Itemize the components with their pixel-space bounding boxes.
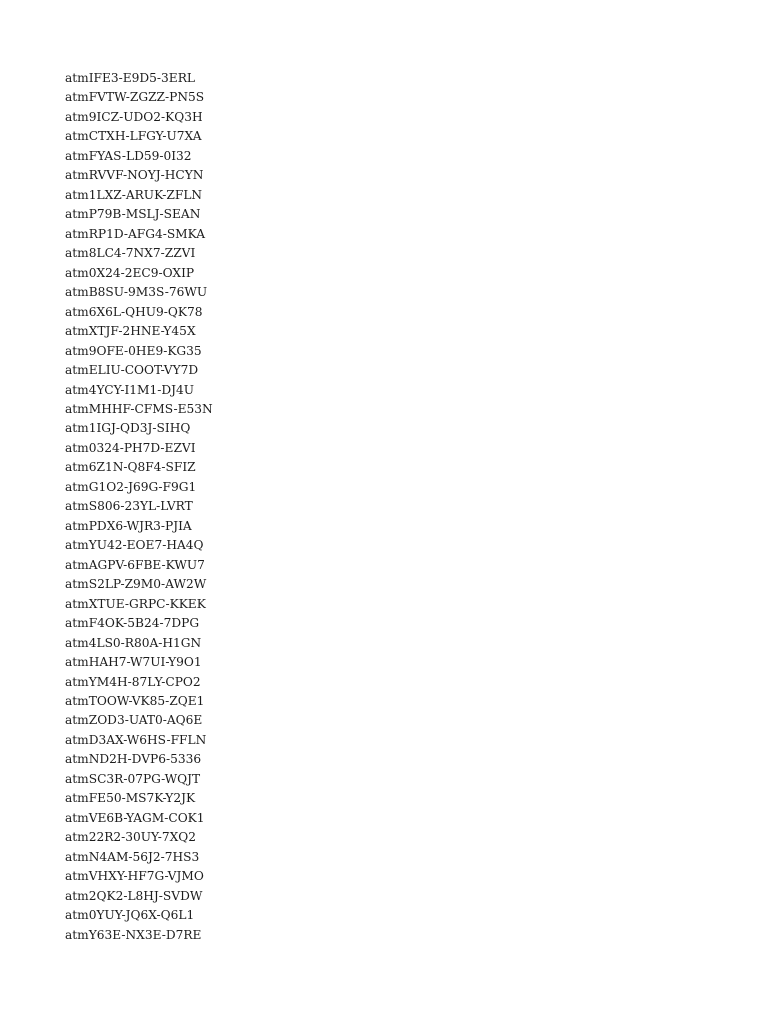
code-line: atmFVTW-ZGZZ-PN5S — [65, 90, 205, 105]
code-line: atmPDX6-WJR3-PJIA — [65, 518, 192, 533]
code-line: atmIFE3-E9D5-3ERL — [65, 71, 195, 85]
code-line: atmFE50-MS7K-Y2JK — [65, 791, 196, 806]
code-line: atmD3AX-W6HS-FFLN — [65, 732, 207, 747]
code-line: atmP79B-MSLJ-SEAN — [65, 207, 201, 222]
code-line: atmRP1D-AFG4-SMKA — [65, 226, 206, 241]
code-line: atmAGPV-6FBE-KWU7 — [65, 557, 205, 572]
code-line: atm9ICZ-UDO2-KQ3H — [65, 109, 203, 124]
code-line: atmXTJF-2HNE-Y45X — [65, 324, 196, 339]
code-list — [65, 69, 213, 945]
code-line: atm1LXZ-ARUK-ZFLN — [65, 187, 203, 202]
code-line: atmHAH7-W7UI-Y9O1 — [65, 655, 202, 670]
code-line: atmTOOW-VK85-ZQE1 — [65, 694, 205, 708]
code-line: atmFYAS-LD59-0I32 — [65, 148, 192, 163]
code-line: atmVE6B-YAGM-COK1 — [65, 810, 205, 825]
code-line: atmSC3R-07PG-WQJT — [65, 771, 201, 786]
code-line: atm2QK2-L8HJ-SVDW — [65, 888, 203, 903]
code-line: atm4YCY-I1M1-DJ4U — [65, 382, 195, 397]
code-line: atmND2H-DVP6-5336 — [65, 752, 202, 767]
code-line: atm4LS0-R80A-H1GN — [65, 635, 202, 650]
code-line: atmG1O2-J69G-F9G1 — [65, 479, 197, 494]
code-line: atmXTUE-GRPC-KKEK — [65, 596, 206, 611]
code-line: atm1IGJ-QD3J-SIHQ — [65, 421, 191, 436]
code-line: atmCTXH-LFGY-U7XA — [65, 129, 202, 144]
code-line: atmY63E-NX3E-D7RE — [65, 927, 202, 942]
code-line: atm0X24-2EC9-OXIP — [65, 265, 195, 280]
code-line: atmZOD3-UAT0-AQ6E — [65, 713, 203, 728]
code-line: atm0YUY-JQ6X-Q6L1 — [65, 908, 195, 923]
code-line: atmYU42-EOE7-HA4Q — [65, 538, 204, 553]
code-line: atm8LC4-7NX7-ZZVI — [65, 246, 196, 261]
code-line: atmYM4H-87LY-CPO2 — [65, 674, 201, 689]
code-line: atm6Z1N-Q8F4-SFIZ — [65, 460, 196, 475]
code-line: atmRVVF-NOYJ-HCYN — [65, 168, 204, 183]
code-line: atmN4AM-56J2-7HS3 — [65, 849, 200, 864]
code-line: atm9OFE-0HE9-KG35 — [65, 343, 202, 358]
code-line: atm22R2-30UY-7XQ2 — [65, 830, 197, 845]
code-line: atmF4OK-5B24-7DPG — [65, 616, 200, 631]
code-line: atmB8SU-9M3S-76WU — [65, 285, 208, 300]
code-line: atm0324-PH7D-EZVI — [65, 440, 196, 455]
code-line: atmMHHF-CFMS-E53N — [65, 401, 213, 416]
code-line: atm6X6L-QHU9-QK78 — [65, 304, 203, 319]
code-line: atmS2LP-Z9M0-AW2W — [65, 577, 207, 592]
code-line: atmS806-23YL-LVRT — [65, 499, 193, 514]
code-line: atmVHXY-HF7G-VJMO — [65, 869, 204, 884]
code-line: atmELIU-COOT-VY7D — [65, 363, 199, 378]
